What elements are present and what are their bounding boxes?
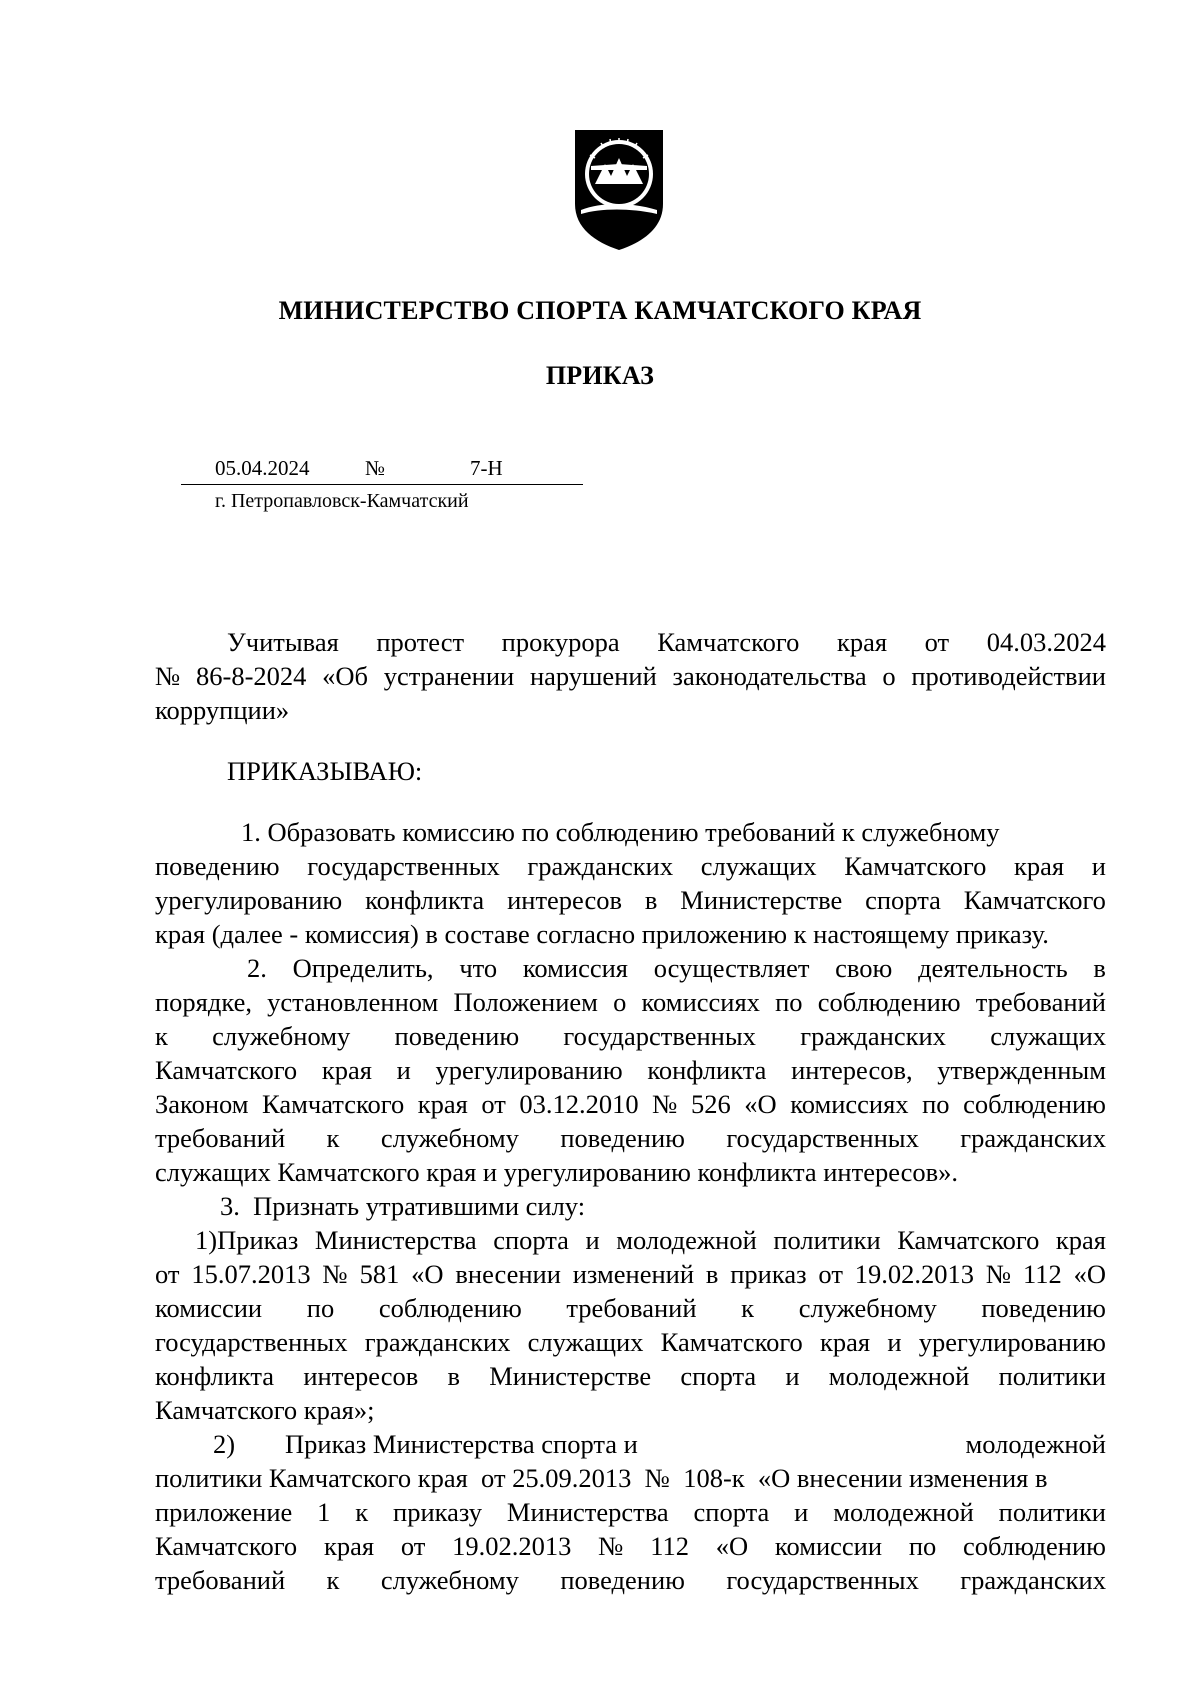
item3-heading: 3. Признать утратившими силу: [220,1191,586,1221]
word: политики [998,1361,1106,1391]
word: к [741,1293,755,1323]
word: от [400,1531,426,1561]
word: требований [155,1565,286,1595]
word: внесении [455,1259,561,1289]
word: Камчатского [262,1089,405,1119]
word: спорта [865,885,941,915]
word: Министерства [506,1497,669,1527]
ministry-title: МИНИСТЕРСТВО СПОРТА КАМЧАТСКОГО КРАЯ [278,296,922,325]
word: комиссии [155,1293,263,1323]
word: законодательства [672,661,867,691]
word: «О [411,1259,444,1289]
item3-sub2-line [155,1530,1106,1562]
word: 19.02.2013 [854,1259,974,1289]
item3-sub1-line [155,1258,1106,1290]
order-word: ПРИКАЗЫВАЮ: [227,756,423,786]
item1-line [155,884,1106,916]
coat-of-arms-emblem [571,124,667,254]
item2-line: служащих Камчатского края и урегулированию конфликта интересов». [155,1157,959,1187]
item2-line [155,1122,1106,1154]
word: края [820,1327,871,1357]
word: прокурора [501,627,620,657]
word: «Об [322,661,369,691]
city-name: г. Петропавловск-Камчатский [215,490,469,512]
word: Министерстве [680,885,843,915]
item3-sub2-line [155,1564,1106,1596]
word: 112 [1022,1259,1062,1289]
word: служебному [212,1021,351,1051]
word: и [887,1327,902,1357]
word: поведению [155,851,280,881]
word: Камчатского [155,1531,298,1561]
item2-line [155,1054,1106,1086]
order-number: 7-Н [470,456,503,480]
word: края [417,1089,468,1119]
word: что [459,953,498,983]
word: 19.02.2013 [452,1531,572,1561]
word: от [481,1089,506,1119]
item3-sub1-line [155,1360,1106,1392]
word: и [794,1497,809,1527]
word: и [1091,851,1106,881]
preamble-line [155,660,1106,692]
word: к [326,1123,340,1153]
word: 1 [317,1497,331,1527]
word: «О [744,1089,777,1119]
word: 526 [690,1089,731,1119]
word: государственных [563,1021,756,1051]
word: нарушений [529,661,657,691]
word: комиссиях [641,987,760,1017]
word: к [355,1497,369,1527]
word: соблюдению [378,1293,522,1323]
word: о [882,661,896,691]
word: служебному [798,1293,937,1323]
word: служащих [990,1021,1106,1051]
word: соблюдению [963,1531,1106,1561]
word: соблюдению [817,987,961,1017]
word: и [785,1361,800,1391]
word: поведению [981,1293,1106,1323]
word: государственных [726,1565,919,1595]
word: поведению [560,1565,685,1595]
word: 581 [359,1259,400,1289]
word: порядке, [155,987,252,1017]
item3-sub2-first-left: Приказ Министерства спорта и [285,1429,638,1459]
word: к [326,1565,340,1595]
word: Камчатского [963,885,1106,915]
word: к [155,1021,168,1051]
word: требований [975,987,1106,1017]
order-date: 05.04.2024 [215,456,310,480]
item3-sub1-line [155,1326,1106,1358]
word: спорта [493,1225,569,1255]
word: свою [835,953,893,983]
word: поведению [394,1021,520,1051]
word: «О [1073,1259,1106,1289]
word: устранении [383,661,515,691]
word: конфликта [365,885,485,915]
item1-line: 1. Образовать комиссию по соблюдению требований к служебному [241,817,1000,847]
item2-line [155,986,1106,1018]
word: комиссии [774,1531,883,1561]
item3-sub1-line: Камчатского края»; [155,1395,375,1425]
word: по [908,1531,937,1561]
word: интересов [507,885,622,915]
word: 112 [650,1531,689,1561]
item3-sub2-number: 2) [213,1429,236,1459]
word: от [155,1259,180,1289]
word: Министерстве [489,1361,652,1391]
word: протест [376,627,465,657]
item3-sub2-first-line [155,1428,1106,1460]
word: молодежной [616,1225,757,1255]
word: № [985,1259,1012,1289]
word: от [924,627,950,657]
word: в [705,1259,719,1289]
item3-sub2-line [155,1496,1106,1528]
word: служебному [380,1565,519,1595]
item2-line [247,952,1106,984]
word: интересов [303,1361,419,1391]
word: соблюдению [963,1089,1106,1119]
word: комиссиях [790,1089,909,1119]
item3-sub1-line [195,1224,1106,1256]
word: края [321,1055,372,1085]
word: Камчатского [657,627,800,657]
number-sign: № [365,456,386,480]
word: и [396,1055,411,1085]
date-number-line [181,456,583,485]
word: изменений [572,1259,695,1289]
word: урегулированию [435,1055,623,1085]
word: в [644,885,658,915]
word: установленном [267,987,439,1017]
word: урегулированию [155,885,343,915]
word: в [1093,953,1106,983]
word: гражданских [960,1565,1106,1595]
word: гражданских [800,1021,946,1051]
word: комиссия [522,953,628,983]
word: по [306,1293,335,1323]
word: спорта [680,1361,757,1391]
word: требований [566,1293,697,1323]
word: гражданских [364,1327,511,1357]
item1-line [155,850,1106,882]
preamble-line [227,626,1106,658]
preamble-line: коррупции» [155,695,290,725]
word: молодежной [833,1497,974,1527]
word: № [155,661,181,691]
word: деятельность [918,953,1068,983]
word: приложение [155,1497,293,1527]
word: 04.03.2024 [986,627,1106,657]
word: 03.12.2010 [519,1089,639,1119]
word: поведению [560,1123,685,1153]
word: в [447,1361,460,1391]
word: 86-8-2024 [196,661,307,691]
word: Камчатского [155,1055,298,1085]
word: спорта [693,1497,770,1527]
word: противодействии [911,661,1106,691]
word: гражданских [527,851,674,881]
word: и [585,1225,600,1255]
word: по [922,1089,950,1119]
word: молодежной [828,1361,970,1391]
word: № [598,1531,624,1561]
word: приказ [730,1259,807,1289]
item1-line: края (далее - комиссия) в составе согласно приложению к настоящему приказу. [155,919,1049,949]
word: Министерства [314,1225,477,1255]
word: 15.07.2013 [191,1259,311,1289]
word: конфликта [155,1361,275,1391]
word: государственных [307,851,500,881]
item3-sub2-first-right: молодежной [965,1429,1106,1459]
word: политики [773,1225,881,1255]
document-type-title: ПРИКАЗ [545,361,655,390]
word: Учитывая [227,627,339,657]
word: конфликта [647,1055,767,1085]
word: «О [715,1531,749,1561]
word: гражданских [960,1123,1106,1153]
word: № [322,1259,348,1289]
word: Определить, [292,953,434,983]
word: требований [155,1123,286,1153]
word: края [1055,1225,1106,1255]
word: № [652,1089,678,1119]
word: служебному [380,1123,519,1153]
word: 2. [247,953,267,983]
item2-line [155,1088,1106,1120]
word: утвержденным [937,1055,1106,1085]
word: служащих [700,851,817,881]
item3-sub1-line [155,1292,1106,1324]
word: края [836,627,888,657]
word: края [323,1531,375,1561]
word: от [818,1259,843,1289]
word: урегулированию [918,1327,1106,1357]
word: интересов, [791,1055,913,1085]
word: осуществляет [653,953,810,983]
word: Камчатского [660,1327,803,1357]
word: государственных [155,1327,348,1357]
word: приказу [393,1497,483,1527]
word: Законом [155,1089,249,1119]
word: 1)Приказ [195,1225,299,1255]
word: края [1014,851,1065,881]
word: Камчатского [844,851,987,881]
item3-sub2-line: политики Камчатского края от 25.09.2013 № 108-к «О внесении изменения в [155,1463,1048,1493]
word: политики [998,1497,1106,1527]
word: по [775,987,803,1017]
word: служащих [527,1327,644,1357]
word: о [613,987,627,1017]
word: государственных [726,1123,919,1153]
word: Положением [453,987,598,1017]
item2-line [155,1020,1106,1052]
word: Камчатского [897,1225,1040,1255]
